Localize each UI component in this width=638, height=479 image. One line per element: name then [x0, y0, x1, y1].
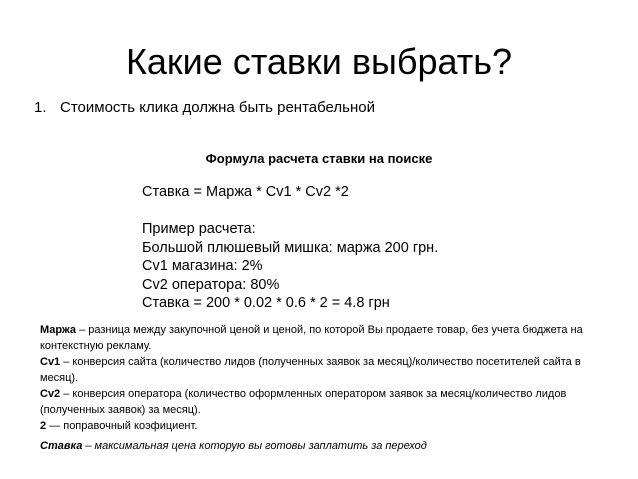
definition-term: 2 [40, 420, 47, 432]
definition-term: Cv1 [40, 356, 61, 368]
slide-title: Какие ставки выбрать? [125, 41, 513, 82]
definition-term: Ставка [40, 440, 83, 452]
definition-text: – конверсия оператора (количество оформленных оператором заявок за месяц/количество лидов (полученных заявок) за месяц). [40, 388, 567, 416]
definition-item [40, 322, 610, 354]
list-item [34, 98, 375, 118]
definition-text: — поправочный коэфициент. [46, 420, 198, 432]
definition-term: Маржа [40, 324, 77, 336]
definition-item [40, 354, 610, 386]
spacer [142, 202, 438, 221]
definition-item [40, 418, 610, 434]
definition-text: – разница между закупочной ценой и ценой, по которой Вы продаете товар, без учета бюджета на контекстную рекламу. [40, 324, 583, 352]
list-item-number: 1. [34, 99, 47, 116]
definition-item-final [40, 438, 610, 454]
definition-term: Cv2 [40, 388, 61, 400]
example-line: Cv2 оператора: 80% [142, 276, 280, 293]
definition-text: – максимальная цена которую вы готовы заплатить за переход [82, 440, 427, 452]
example-heading: Пример расчета: [142, 221, 256, 237]
example-line: Большой плюшевый мишка: маржа 200 грн. [142, 239, 439, 256]
example-line: Cv1 магазина: 2% [142, 258, 263, 274]
formula-line: Ставка = Маржа * Cv1 * Cv2 *2 [142, 184, 349, 200]
definition-text: – конверсия сайта (количество лидов (полученных заявок за месяц)/количество посетителей сайта в месяц). [40, 356, 581, 384]
list-item-text: Стоимость клика должна быть рентабельной [60, 99, 375, 116]
example-line: Ставка = 200 * 0.02 * 0.6 * 2 = 4.8 грн [142, 295, 390, 311]
definitions [40, 322, 610, 454]
definition-item [40, 386, 610, 418]
calculation-block [142, 183, 438, 313]
formula-title: Формула расчета ставки на поиске [205, 151, 433, 166]
